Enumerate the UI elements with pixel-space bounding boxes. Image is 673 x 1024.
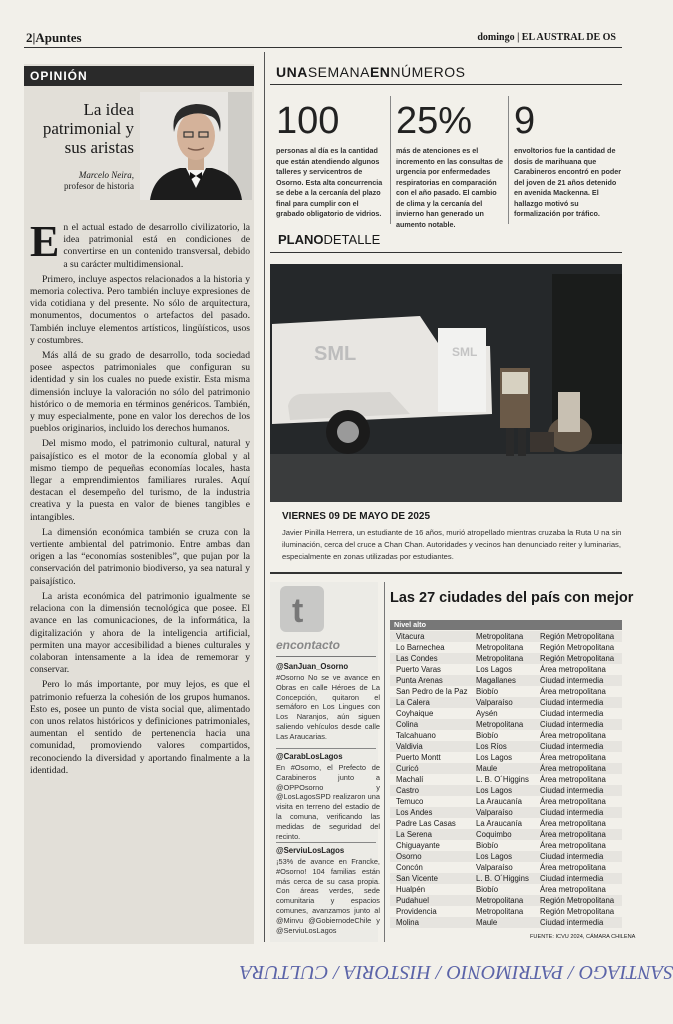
city-region: Metropolitana <box>476 720 524 729</box>
stat-number: 25% <box>396 100 473 142</box>
table-row <box>390 653 622 664</box>
city-region: Los Lagos <box>476 753 512 762</box>
city-category: Región Metropolitana <box>540 896 615 905</box>
newspaper-name: domingo | EL AUSTRAL DE OS <box>477 32 616 43</box>
city-name: La Serena <box>396 830 432 839</box>
stat-number: 9 <box>514 100 536 142</box>
city-category: Ciudad intermedia <box>540 808 604 817</box>
table-row <box>390 675 622 686</box>
tweet-text: En #Osorno, el Prefecto de Carabineros junto a @OPPOsorno y @LosLagosSPD realizaron una visita en terreno del estadio de la comuna, verificando las medidas de seguridad del recinto. <box>276 763 380 841</box>
tweet-divider <box>276 748 376 749</box>
city-region: Los Lagos <box>476 786 512 795</box>
table-row <box>390 642 622 653</box>
city-category: Región Metropolitana <box>540 643 615 652</box>
city-region: Coquimbo <box>476 830 512 839</box>
column-rule <box>384 582 385 942</box>
city-name: Coyhaique <box>396 709 434 718</box>
week-numbers-title: UNASEMANAENNÚMEROS <box>276 64 466 80</box>
city-category: Ciudad intermedia <box>540 720 604 729</box>
city-region: Metropolitana <box>476 632 524 641</box>
table-row <box>390 631 622 642</box>
city-region: Valparaíso <box>476 863 513 872</box>
stat-text: personas al día es la cantidad que están atendiendo algunos talleres y servicentros de Osorno. Esta alta concurrencia se debe a la cercanía del plazo final para cumplir con el grabado obligatorio de vidrios. <box>276 146 383 218</box>
city-category: Área metropolitana <box>540 841 606 850</box>
city-region: Metropolitana <box>476 896 524 905</box>
city-region: La Araucanía <box>476 797 522 806</box>
tweet-handle: @ServiuLosLagos <box>276 846 345 855</box>
table-row <box>390 796 622 807</box>
table-row <box>390 840 622 851</box>
table-row <box>390 752 622 763</box>
city-name: Temuco <box>396 797 424 806</box>
byline <box>30 170 134 192</box>
dropcap: E <box>30 217 60 266</box>
table-row <box>390 829 622 840</box>
city-name: Talcahuano <box>396 731 436 740</box>
tweet-handle: @SanJuan_Osorno <box>276 662 349 671</box>
author-role: profesor de historia <box>64 181 134 191</box>
paragraph: La dimensión económica también se cruza con la vertiente ambiental del patrimonio. Entre ambas dan origen a las “economías sostenibles”, que pujan por la conservación del patrimonio biodiverso, ya sea natural y paisajístico. <box>30 526 250 587</box>
city-region: Magallanes <box>476 676 516 685</box>
tweet-text: #Osorno No se ve avance en Obras en calle Héroes de La Concepción, quitaron el semáforo en Los Lingues con Los Naranjos, aún siguen saliendo vehículos desde calle Las Araucarias. <box>276 673 380 741</box>
city-region: Aysén <box>476 709 498 718</box>
city-name: Osorno <box>396 852 422 861</box>
city-name: San Pedro de la Paz <box>396 687 468 696</box>
level-header-label: Nivel alto <box>394 620 426 629</box>
city-region: Biobío <box>476 841 499 850</box>
contact-rule <box>276 656 376 657</box>
city-region: Biobío <box>476 687 499 696</box>
city-region: Biobío <box>476 885 499 894</box>
article-title: La idea patrimonial y sus aristas <box>42 100 134 157</box>
city-region: La Araucanía <box>476 819 522 828</box>
city-name: Punta Arenas <box>396 676 443 685</box>
paragraph: Pero lo más importante, por muy lejos, es que el patrimonio refuerza la cohesión de los grupos humanos. Esto es, posee un punto de vista social que, alimentado con unos relatos históricos y definiciones patrimoniales, aumentan el sentido de pertenencia hacia una comunidad, promoviendo valores compartidos, reconociendo la diversidad y aportando finalmente a la identidad. <box>30 679 250 776</box>
city-name: Providencia <box>396 907 437 916</box>
city-category: Región Metropolitana <box>540 632 615 641</box>
photo-caption: Javier Pinilla Herrera, un estudiante de 16 años, murió atropellado mientras cruzaba la Ruta U na sin iluminación, cerca del cruce a Chan Chan. Autoridades y vecinos han denunciado reiter y luminarias, especialmente en zonas utilizadas por estudiantes. <box>282 528 622 561</box>
city-category: Ciudad intermedia <box>540 786 604 795</box>
city-name: Vitacura <box>396 632 425 641</box>
plano-rule <box>270 252 622 253</box>
city-name: Los Andes <box>396 808 433 817</box>
stat-divider <box>508 96 509 224</box>
city-category: Área metropolitana <box>540 753 606 762</box>
city-name: Lo Barnechea <box>396 643 445 652</box>
city-region: Metropolitana <box>476 643 524 652</box>
table-row <box>390 917 622 928</box>
city-name: Hualpén <box>396 885 426 894</box>
article-body <box>30 217 250 780</box>
table-row <box>390 873 622 884</box>
city-category: Ciudad intermedia <box>540 709 604 718</box>
city-region: Los Lagos <box>476 665 512 674</box>
city-category: Región Metropolitana <box>540 907 615 916</box>
stat-divider <box>390 96 391 224</box>
city-region: Metropolitana <box>476 654 524 663</box>
cities-table-title: Las 27 ciudades del país con mejor <box>390 590 634 606</box>
city-name: Las Condes <box>396 654 438 663</box>
column-rule <box>264 52 265 942</box>
city-category: Área metropolitana <box>540 797 606 806</box>
paragraph: Del mismo modo, el patrimonio cultural, natural y paisajístico es el motor de la economía global y al mismo tiempo de pequeñas economías locales, hasta llegar a emprendimientos familiares rurales. Aquí destacan el desempeño del turismo, de la industria creativa y la puesta en valor de bienes tangibles e intangibles. <box>30 438 250 523</box>
city-name: Colina <box>396 720 419 729</box>
week-rule <box>270 84 622 85</box>
table-row <box>390 686 622 697</box>
city-category: Ciudad intermedia <box>540 852 604 861</box>
tweet-text: ¡53% de avance en Francke, #Osorno! 104 familias están más cerca de su casa propia. Con áreas verdes, sede comunitaria y espacios comunes, avanzamos junto al @Minvu @GobiernodeChile y @ServiuLosLagos <box>276 857 380 935</box>
city-name: Puerto Varas <box>396 665 441 674</box>
stat-number: 100 <box>276 100 340 142</box>
city-name: Castro <box>396 786 419 795</box>
city-region: Los Lagos <box>476 852 512 861</box>
author-photo <box>140 92 252 200</box>
contact-label: encontacto <box>276 638 341 652</box>
city-name: Concón <box>396 863 423 872</box>
table-row <box>390 664 622 675</box>
table-row <box>390 741 622 752</box>
stat-text: envoltorios fue la cantidad de dosis de marihuana que Carabineros encontró en poder del joven de 21 años detenido en avenida Mackenna. El hallazgo motivó su formalización por tráfico. <box>514 146 622 218</box>
city-category: Ciudad intermedia <box>540 698 604 707</box>
city-category: Área metropolitana <box>540 687 606 696</box>
paragraph: Primero, incluye aspectos relacionados a la historia y memoria colectiva. Pero también incluye expresiones de vida cotidiana y del presente. No sólo de arquitectura, monumentos, documentos o artefactos del pasado. También incluye elementos artísticos, lingüísticos, usos y costumbres. <box>30 273 250 346</box>
table-row <box>390 719 622 730</box>
table-row <box>390 906 622 917</box>
van-door-logo-text: SML <box>452 345 478 359</box>
accident-scene-photo <box>270 264 622 502</box>
city-name: Padre Las Casas <box>396 819 456 828</box>
photo-date: VIERNES 09 DE MAYO DE 2025 <box>282 511 431 522</box>
table-row <box>390 807 622 818</box>
city-region: Metropolitana <box>476 907 524 916</box>
city-category: Ciudad intermedia <box>540 918 604 927</box>
city-name: Molina <box>396 918 419 927</box>
paragraph: La arista económica del patrimonio igualmente se relaciona con la dimensión tecnológica que posee. El avance en las comunicaciones, de la informática, la digitalización y ahora de la inteligencia artificial, permiten una mayor accesibilidad a bienes culturales y colaboran intensamente a la idea de rememorar y conservar. <box>30 590 250 676</box>
city-region: Biobío <box>476 731 499 740</box>
city-name: Puerto Montt <box>396 753 441 762</box>
city-region: L. B. O´Higgins <box>476 874 529 883</box>
city-category: Ciudad intermedia <box>540 874 604 883</box>
section-rule <box>270 572 622 574</box>
city-category: Área metropolitana <box>540 819 606 828</box>
author-name: Marcelo Neira, <box>78 170 134 180</box>
table-row <box>390 697 622 708</box>
paragraph: Más allá de su grado de desarrollo, toda sociedad posee aspectos patrimoniales que configuran su identidad y sin los cuales no puede existir. Esta misma dimensión incluye la valoración no sólo del patrimonio histórico o de memoria en términos genéricos. También, y muy especialmente, pone en valor los derechos de los pueblos originarios, incluido los derechos humanos. <box>30 350 250 435</box>
city-region: Valparaíso <box>476 808 513 817</box>
handwritten-note: SANTIAGO / PATRIMONIO / HISTORIA / CULTURA <box>240 961 673 983</box>
table-row <box>390 862 622 873</box>
tweet-handle: @CarabLosLagos <box>276 752 343 761</box>
table-row <box>390 851 622 862</box>
table-row <box>390 730 622 741</box>
city-region: Maule <box>476 918 498 927</box>
city-category: Área metropolitana <box>540 764 606 773</box>
page-section-label: 2|Apuntes <box>26 30 82 45</box>
city-category: Área metropolitana <box>540 863 606 872</box>
city-name: Pudahuel <box>396 896 429 905</box>
city-region: L. B. O´Higgins <box>476 775 529 784</box>
city-category: Ciudad intermedia <box>540 676 604 685</box>
table-row <box>390 785 622 796</box>
table-source: FUENTE: ICVU 2024, CÁMARA CHILENA <box>530 934 636 940</box>
city-name: Chiguayante <box>396 841 440 850</box>
section-label: OPINIÓN <box>30 69 88 83</box>
city-name: San Vicente <box>396 874 438 883</box>
paragraph: En el actual estado de desarrollo civilizatorio, la idea patrimonial está en condiciones de convertirse en un contenido transversal, debido a su carácter multidimensional. <box>30 217 250 270</box>
city-region: Maule <box>476 764 498 773</box>
table-row <box>390 763 622 774</box>
city-name: Curicó <box>396 764 419 773</box>
table-row <box>390 774 622 785</box>
van-logo-text: SML <box>314 343 357 365</box>
city-name: Machalí <box>396 775 424 784</box>
table-row <box>390 818 622 829</box>
city-region: Valparaíso <box>476 698 513 707</box>
plano-detalle-title: PLANODETALLE <box>278 232 381 247</box>
table-row <box>390 884 622 895</box>
header-rule <box>24 47 622 48</box>
city-category: Área metropolitana <box>540 775 606 784</box>
city-category: Ciudad intermedia <box>540 742 604 751</box>
tweet-divider <box>276 842 376 843</box>
city-category: Región Metropolitana <box>540 654 615 663</box>
table-row <box>390 895 622 906</box>
stat-text: más de atenciones es el incremento en las consultas de urgencia por enfermedades respiratorias en comparación con el año pasado. El cambio de clima y la cercanía del invierno han generado un aumento notable. <box>396 146 504 229</box>
city-region: Los Ríos <box>476 742 507 751</box>
city-category: Área metropolitana <box>540 830 606 839</box>
city-category: Área metropolitana <box>540 885 606 894</box>
city-category: Área metropolitana <box>540 665 606 674</box>
city-name: Valdivia <box>396 742 423 751</box>
twitter-logo-letter: t <box>292 592 304 630</box>
city-category: Área metropolitana <box>540 731 606 740</box>
city-name: La Calera <box>396 698 430 707</box>
table-row <box>390 708 622 719</box>
